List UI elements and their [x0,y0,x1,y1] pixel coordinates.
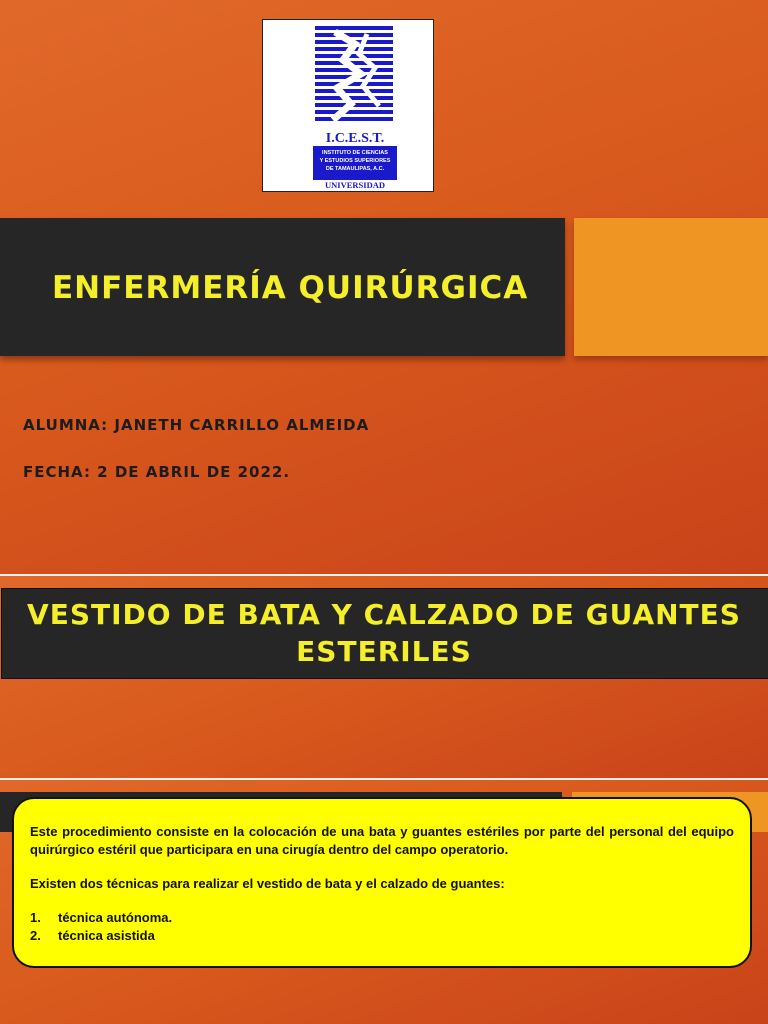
logo-subtitle: UNIVERSIDAD [325,180,385,190]
logo-acronym: I.C.E.S.T. [325,131,385,146]
techniques-intro: Existen dos técnicas para realizar el vestido de bata y el calzado de guantes: [30,876,505,891]
list-item-number: 1. [30,910,41,925]
list-item-text: técnica asistida [58,928,155,943]
list-item [30,927,734,945]
logo-institution-line2: Y ESTUDIOS SUPERIORES [319,158,391,164]
section-title [0,596,768,670]
slide-3 [0,780,768,1024]
list-item-number: 2. [30,928,41,943]
presentation-date: FECHA: 2 DE ABRIL DE 2022. [23,463,291,481]
logo-graphic [263,20,433,191]
logo-institution-line1: INSTITUTO DE CIENCIAS [322,150,388,156]
list-item [30,909,734,927]
university-logo [262,19,434,192]
info-callout [12,797,752,968]
section-title-line2: ESTERILES [296,635,472,668]
slide-2 [0,576,768,778]
accent-block [574,218,768,356]
list-item-text: técnica autónoma. [58,910,173,925]
techniques-list [30,909,734,945]
logo-institution-line3: DE TAMAULIPAS, A.C. [325,166,385,172]
description-paragraph: Este procedimiento consiste en la colocación de una bata y guantes estériles por parte del personal del equipo quirúrgico estéril que participara en una cirugía dentro del campo operatorio. [30,824,734,857]
student-name: ALUMNA: JANETH CARRILLO ALMEIDA [23,416,370,434]
section-title-line1: VESTIDO DE BATA Y CALZADO DE GUANTES [27,598,741,631]
page-title: ENFERMERÍA QUIRÚRGICA [52,270,529,306]
